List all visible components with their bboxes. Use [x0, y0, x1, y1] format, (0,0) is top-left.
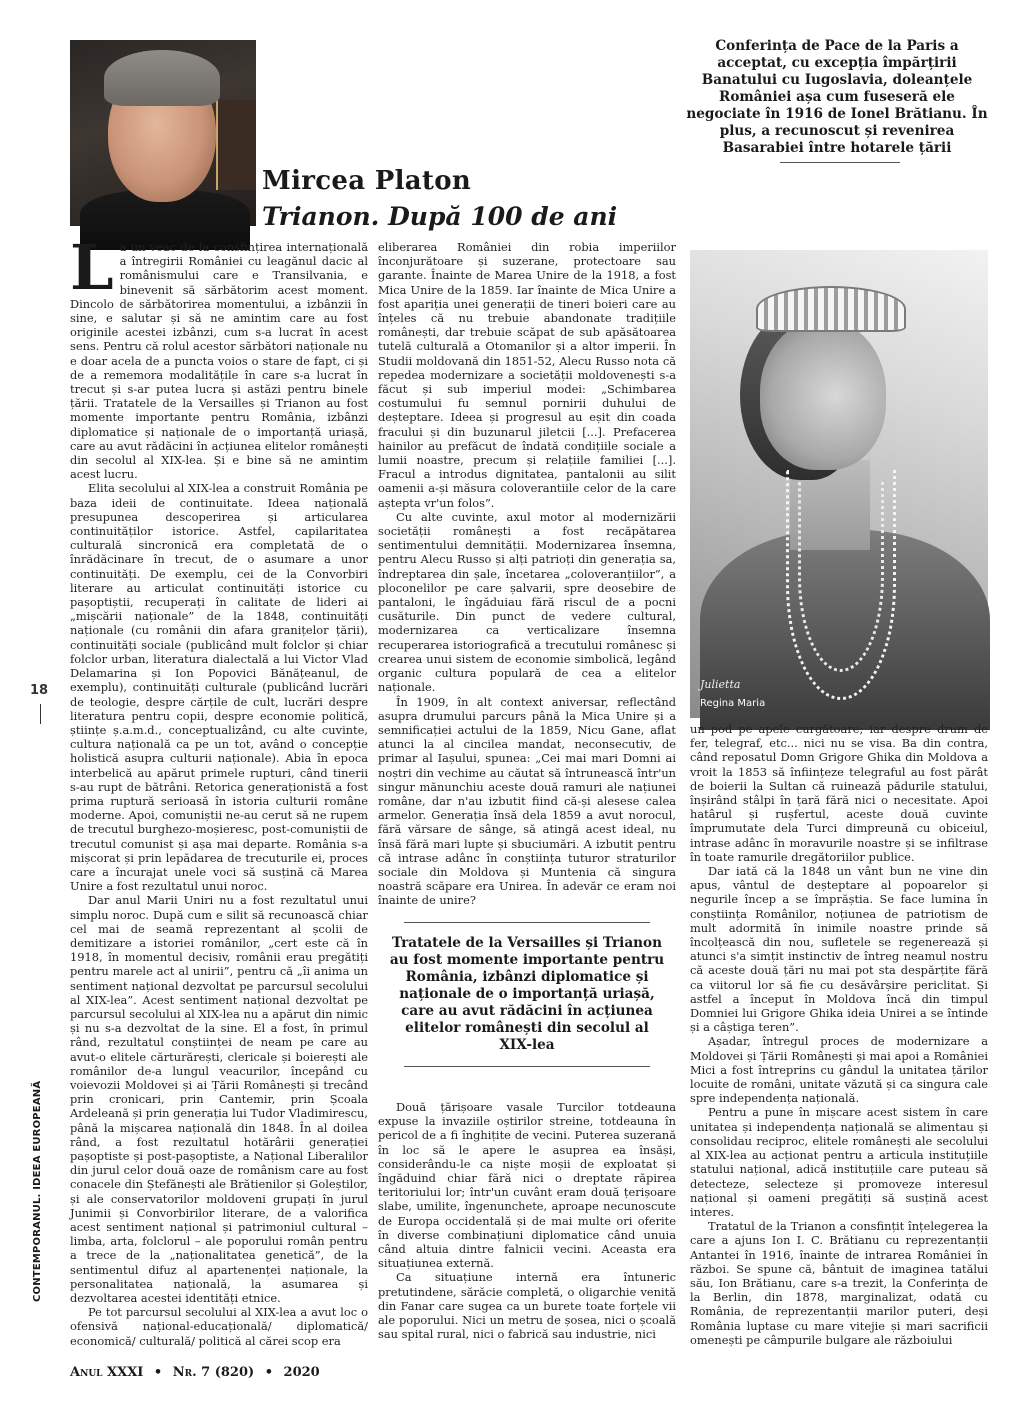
paragraph: Două țărișoare vasale Turcilor totdeauna expuse la invaziile oștirilor streine, totdeauna în pericol de a fi înghițite de vecini. Puterea suzerană în loc să le apere le asuprea ea însăși, considerându-le ca niște moșii de exploatat și îngăduind chiar fără nici o dreptate răpirea teritoriului lor; într'un cuvânt eram două țerișoare slabe, umilite, îngenunchete, aproape necunoscute de Europa occidentală și de mai multe ori oferite în diverse combinațiuni diplomatice când unuia când altuia dintre falnicii vecini. Aceasta era situațiunea externă.: [378, 1100, 676, 1271]
author-photo: [70, 40, 256, 226]
lead-paragraph: [70, 231, 368, 482]
page-number-rule: [40, 704, 41, 724]
article-title: Trianon. După 100 de ani: [262, 202, 618, 231]
pull-quote-rule-bottom: [404, 1066, 650, 1067]
intro-quote-rule: [780, 162, 900, 163]
author-photo-books: [216, 100, 256, 190]
pull-quote-rule-top: [404, 922, 650, 923]
paragraph: Așadar, întregul proces de modernizare a Moldovei și Țării Românești și mai apoi a României Mici a fost întreprins cu gândul la unitatea țărilor locuite de români, unitate văzută și ca singura cale spre independența națională.: [690, 1034, 988, 1106]
magazine-side-label: CONTEMPORANUL. IDEEA EUROPEANĂ: [32, 1080, 43, 1302]
paragraph: un pod pe apele curgătoare; iar despre drum de fer, telegraf, etc... nici nu se visa. Ba din contra, când reposatul Domn Grigore Ghika din Moldova a vroit la 1853 să înființeze telegraful au fost părât de boierii la Sultan că ruinează pădurile statului, înșirând stâlpi în țară fără nici o necesitate. Apoi hatârul și rușfertul, aceste două cuvinte împrumutate dela Turci dimpreună cu obiceiul, intrase adânc în moravurile noastre și se infiltrase în toate ramurile dregătoriilor publice.: [690, 722, 988, 864]
paragraph: Pentru a pune în mișcare acest sistem în care unitatea și independența națională se alimentau și consolidau reciproc, elitele românești ale secolului al XIX-lea au acționat pentru a articula instituțiile statului național, adică instituțiile care puteau să detecteze, selecteze și promoveze interesul național și oameni pregătiți să susțină acest interes.: [690, 1105, 988, 1219]
photo-caption: Regina Maria: [700, 698, 766, 709]
article-column-1: [70, 231, 368, 1370]
footer-date: 2020: [283, 1365, 320, 1380]
lead-paragraph-text: a un veac de la consfințirea internațională a întregirii României cu leagănul dacic al românismului care e Transilvania, e binevenit să sărbătorim acest moment. Dincolo de sărbătorirea momentului, a izbânzii în sine, e salutar și să ne amintim care au fost originile acestei izbânzi, cum s-a lucrat în acest sens. Pentru că rolul acestor sărbători naționale nu e doar acela de a puncta voios o stare de fapt, ci și de a rememora modalitățile în care s-a lucrat în trecut și s-ar putea lucra și astăzi pentru binele țării. Tratatele de la Versailles și Trianon au fost momente importante pentru România, izbânzi diplomatice și naționale de o importanță uriașă, care au avut rădăcini în acțiunea elitelor românești din secolul al XIX-lea. Și e bine să ne amintim acest lucru.: [70, 240, 368, 482]
footer-issue: Nr. 7 (820): [172, 1365, 255, 1380]
article-column-2-bottom: [378, 1100, 676, 1372]
drop-cap: L: [70, 231, 114, 304]
pull-quote: Tratatele de la Versailles și Trianon au fost momente importante pentru România, izbânzi diplomatice și naționale de o importanță uriașă, care au avut rădăcini în acțiunea elitelor românești din secolul al XIX-lea: [389, 935, 665, 1053]
paragraph: Cu alte cuvinte, axul motor al modernizării societății românești a fost recăpătarea sentimentului demnității. Modernizarea însemna, pentru Alecu Russo și alți patrioți din generația sa, îndreptarea din șale, încetarea „coloveranțiilor”, a ploconelilor pe care șalvarii, spre deosebire de pantaloni, le îngăduiau fără riscul de a pocni cusăturile. Din punct de vedere cultural, modernizarea ca verticalizare însemna recuperarea istoriografică a trecutului românesc și crearea unui sistem de economie simbolică, legând organic cultura populară de cea a elitelor naționale.: [378, 509, 676, 695]
paragraph: Elita secolului al XIX-lea a construit România pe baza ideii de continuitate. Ideea națională presupunea descoperirea și articularea continuităților istorice. Astfel, capilaritatea culturală sincronică era completată de o înrădăcinare în trecut, de o asumare a unor continuități. De exemplu, cei de la Convorbiri literare au articulat continuități istorice cu pașoptiștii, recuperați în calitate de lideri ai „mișcării naționale” de la 1848, continuități naționale (cu românii din afara granițelor țării), continuități sociale (publicând mult folclor și chiar folclor urban, literatura dialectală a lui Victor Vlad Delamarina și Ion Popovici Bănățeanul, de exemplu), continuități culturale (publicând lucrări de teologie, despre cărțile de cult, lucrări despre literatura pentru copii, despre economie politică, științe ș.a.m.d., conceptualizând, cu alte cuvinte, cultura națională ca pe un tot, având o concepție holistică asupra culturii naționale). Abia în epoca interbelică au apărut primele rupturi, când tinerii s-au rupt de bătrâni. Retorica generaționistă a fost prima ruptură serioasă în istoria culturii române moderne. Apoi, comuniștii ne-au cerut să ne rupem de trecutul burghezo-moșieresc, post-comuniștii de trecutul comunist și așa mai departe. România s-a mișcorat și prin lepădarea de trecuturile ei, proces care a încurajat unele voci să susțină că Marea Unire a fost rezultatul unui noroc.: [70, 481, 368, 894]
footer-separator: •: [264, 1365, 274, 1380]
paragraph: eliberarea României din robia imperiilor înconjurătoare și suzerane, protectoare sau garante. Înainte de Marea Unire de la 1918, a fost Mica Unire de la 1859. Iar înainte de Mica Unire a fost apariția unei generații de tineri boieri care au înțeles că nu trebuie abandonate tradițiile românești, dar trebuie scăpat de sub apăsătoarea tutelă culturală a Otomanilor și a altor imperii. În Studii moldovană din 1851-52, Alecu Russo nota că repedea modernizare a societății moldovenești s-a făcut și sub imperiul modei: „Schimbarea costumului fu semnul pornirii duhului de deșteptare. Ideea și progresul au eșit din coada fracului și din buzunarul jiletcii [...]. Prefacerea hainilor au prefăcut de îndată condițiile sociale a lumii noastre, precum și relațiile familiei [...]. Fracul a introdus dignitatea, pantalonii au silit oamenii a-și măsura coloverantiile celor de la care aștepta vr'un folos”.: [378, 240, 676, 510]
pull-quote-box: [378, 922, 676, 1067]
footer-separator: •: [153, 1365, 163, 1380]
author-photo-hair: [104, 50, 220, 106]
paragraph: Dar anul Marii Uniri nu a fost rezultatul unui simplu noroc. După cum e silit să recunoască chiar cel mai de seamă reprezentant al școlii de demitizare a istoriei românilor, „cert este că în 1918, în momentul decisiv, românii erau pregătiți pentru marele act al unirii”, pentru că „îi anima un sentiment național dezvoltat pe parcursul secolului al XIX-lea”. Acest sentiment național dezvoltat pe parcursul secolului al XIX-lea nu a apărut din nimic și nu s-a dezvoltat de la sine. El a fost, în primul rând, rezultatul conștiinței de neam pe care au avut-o elitele cărturărești, clericale și boierești ale românilor de-a lungul veacurilor, începând cu voievozii Moldovei și ai Țării Românești și trecând prin cronicari, prin Cantemir, prin Școala Ardeleană și prin generația lui Tudor Vladimirescu, până la mișcarea națională din 1848. În al doilea rând, a fost rezultatul hotărârii generației pașoptiste și post-pașoptiste, a Național Liberalilor din jurul celor două oaze de românism care au fost conacele din Ștefănești ale Brătienilor și Goleștilor, și ale conservatorilor moldoveni grupați în jurul Junimii și Convorbirilor literare, de a valorifica acest sentiment național și patrimoniul cultural – limba, arta, folclorul – ale poporului român pentru a trece de la „naționalitatea genetică”, de la sentimentul difuz al apartenenței naționale, la personalitatea națională, la asumarea și dezvoltarea acestei identități etnice.: [70, 893, 368, 1306]
issue-footer: [70, 1365, 326, 1380]
page-number: 18: [30, 683, 49, 698]
photographer-signature: Julietta: [700, 678, 741, 691]
pearl-necklace-inner-icon: [798, 482, 884, 672]
author-name: Mircea Platon: [262, 166, 472, 196]
paragraph: Ca situațiune internă era întuneric pretutindene, sărăcie completă, o oligarchie venită din Fanar care sugea ca un burete toate forțele vii ale poporului. Nici un metru de șosea, nici o școală sau spital rural, nici o fabrică sau industrie, nici: [378, 1270, 676, 1342]
paragraph: În 1909, în alt context aniversar, reflectând asupra drumului parcurs până la Mica Unire și a semnificației actului de la 1859, Nicu Gane, aflat atunci la al cincilea mandat, neconsecutiv, de primar al Iașului, spunea: „Cei mai mari Domni ai noștri din vechime au căutat să întrunească într'un singur mănunchiu aceste două ramuri ale națiunei române, dar n'au izbutit fiind că-și alesese calea armelor. Generația însă dela 1859 a avut norocul, fără vărsare de sânge, să atingă acest ideal, nu însă fără mari lupte și sbuciumări. A izbutit pentru că intrase adânc în conștiința tuturor straturilor sociale din Moldova și Muntenia că singura noastră scăpare era Unirea. În adevăr ce eram noi înainte de unire?: [378, 694, 676, 908]
intro-quote: Conferința de Pace de la Paris a acceptat, cu excepția împărțirii Banatului cu Iugoslavia, doleanțele României așa cum fuseseră ele negociate în 1916 de Ionel Brătianu. În plus, a recunoscut și revenirea Basarabiei între hotarele țării: [686, 38, 988, 156]
paragraph: Tratatul de la Trianon a consfințit înțelegerea la care a ajuns Ion I. C. Brătianu cu reprezentanții Antantei în 1916, înainte de intrarea României în război. Se spune că, bântuit de imaginea tatălui său, Ion Brătianu, care s-a trezit, la Conferința de la Berlin, din 1878, marginalizat, odată cu România, de reprezentanții marilor puteri, deși România luptase cu mare vitejie și mari sacrificii omenești pe câmpurile bulgare ale războiului: [690, 1219, 988, 1347]
queen-marie-photo: [690, 250, 988, 718]
article-column-2: [378, 240, 676, 908]
article-column-3: [690, 722, 988, 1372]
footer-year: Anul XXXI: [70, 1365, 144, 1380]
paragraph: Pe tot parcursul secolului al XIX-lea a avut loc o ofensivă național-educațională/ diplomatică/ economică/ culturală/ politică al cărei scop era: [70, 1305, 368, 1348]
tiara-icon: [756, 286, 906, 332]
photo-head: [760, 320, 886, 470]
paragraph: Dar iată că la 1848 un vânt bun ne vine din apus, vântul de deșteptare al popoarelor și negurile încep a se împrăștia. Se face lumina în conștiința Românilor, noțiunea de patriotism de mult adormită în inimile noastre prinde să încolțească din nou, sufletele se regenerează și atunci s'a simțit instinctiv de întreg neamul nostru că aceste două țări nu mai pot sta despărțite fără ca viitorul lor să fie cu desăvârșire periclitat. Și astfel a început în Moldova încă din timpul Domniei lui Grigore Ghika ideia Unirei a se întinde și a câștiga teren”.: [690, 864, 988, 1035]
